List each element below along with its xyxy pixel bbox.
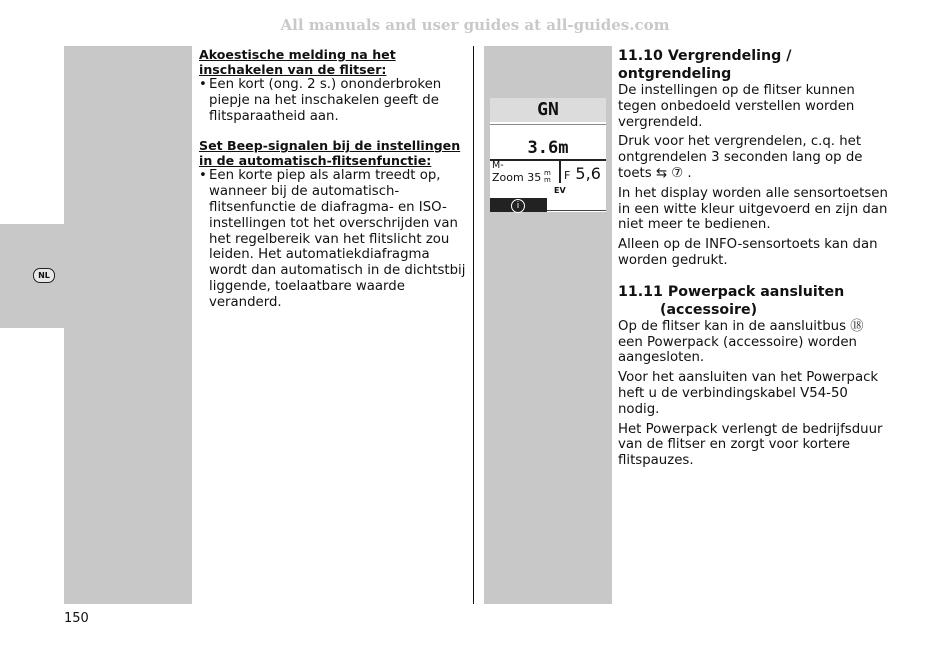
info-sensor-key (490, 198, 547, 212)
page-number: 150 (64, 611, 89, 626)
display-vertical-separator (559, 161, 561, 183)
beep-on-bullet (199, 77, 467, 124)
distance-readout: 3.6m (527, 138, 569, 158)
bullet-dot: • (199, 168, 207, 184)
section-11-10-para2: Druk voor het vergrendelen, c.q. het ontgrendelen 3 seconden lang op de toets ⇆ ⑦ . (618, 134, 863, 181)
section-11-11-para2: Voor het aansluiten van het Powerpack heft u de verbindingskabel V54-50 nodig. (618, 370, 879, 417)
ev-label: EV (554, 186, 566, 195)
section-11-11-heading-line1: 11.11 Powerpack aansluiten (618, 283, 845, 300)
bullet-dot: • (199, 77, 207, 92)
flash-display-illustration (490, 98, 606, 212)
mm-unit-top: m (544, 169, 551, 177)
set-beep-bullet (199, 168, 467, 310)
section-11-11-para1: Op de flitser kan in de aansluitbus ⑱ een Powerpack (accessoire) worden aangesloten. (618, 318, 864, 366)
right-column (618, 47, 890, 469)
set-beep-heading: Set Beep-signalen bij de instellingen in de automatisch-flitsenfunctie: (199, 138, 461, 169)
beep-on-heading: Akoestische melding na het inschakelen van de flitser: (199, 47, 396, 77)
mode-label: M- (492, 160, 504, 171)
mm-unit (544, 170, 551, 184)
beep-on-text: Een kort (ong. 2 s.) ononderbroken piepje na het inschakelen geeft de flitsparaatheid aan. (209, 77, 442, 124)
gn-label: GN (537, 99, 559, 120)
section-11-10-heading: 11.10 Vergrendeling / ontgrendeling (618, 48, 792, 82)
display-separator (547, 210, 606, 211)
section-11-10-para3: In het display worden alle sensortoetsen in een witte kleur uitgevoerd en zijn dan niet meer te bedienen. (618, 185, 888, 233)
language-badge: NL (33, 268, 55, 283)
left-column (199, 47, 467, 311)
watermark: All manuals and user guides at all-guides.com (280, 16, 670, 34)
set-beep-text: Een korte piep als alarm treedt op, wanneer bij de automatisch-flitsenfunctie de diafragma- en ISO-instellingen tot het overschrijden van het regelbereik van het flitslicht zou leiden. Het automatiekdiafragma wordt dan automatisch in de dichtstbij liggende, toelaatbare waarde veranderd. (209, 168, 466, 310)
aperture-f-label: F (564, 169, 571, 182)
aperture-value: 5,6 (575, 164, 601, 183)
section-11-11-para3: Het Powerpack verlengt de bedrijfsduur van de flitser en zorgt voor kortere flitspauzes. (618, 421, 883, 469)
display-separator (490, 124, 606, 125)
column-divider (473, 46, 474, 604)
section-11-11-heading (618, 283, 890, 319)
section-11-11-heading-line2: (accessoire) (660, 301, 758, 318)
aperture-readout (564, 164, 601, 183)
left-gray-margin (64, 46, 192, 604)
zoom-readout: Zoom 35 (492, 171, 542, 184)
section-11-10-para4: Alleen op de INFO-sensortoets kan dan worden gedrukt. (618, 237, 878, 268)
display-separator (490, 159, 606, 161)
info-icon: i (511, 199, 525, 213)
mm-unit-bottom: m (544, 176, 551, 184)
section-11-10-para1: De instellingen op de flitser kunnen tegen onbedoeld verstellen worden vergrendeld. (618, 83, 855, 130)
